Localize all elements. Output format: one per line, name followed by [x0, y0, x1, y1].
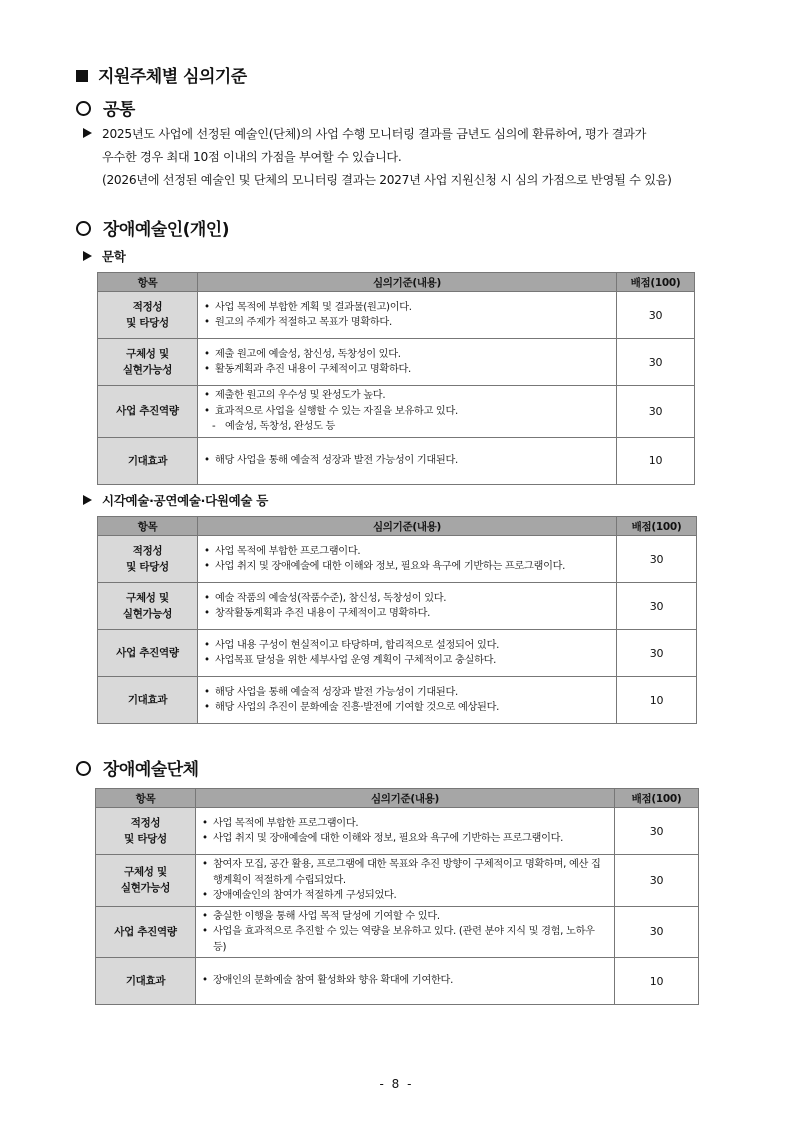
visual-criteria-table — [97, 516, 697, 724]
bullet-mark: • — [204, 317, 210, 328]
bullet-text: 참여자 모집, 공간 활용, 프로그램에 대한 목표와 추진 방향이 구체적이고 명확하며, 예산 집행계획이 적절하게 수립되었다. — [213, 859, 601, 886]
header-score: 배점(100) — [615, 789, 699, 808]
bullet-text: 예술성, 독창성, 완성도 등 — [225, 421, 336, 432]
header-score: 배점(100) — [617, 517, 697, 536]
group-section-title: 장애예술단체 — [76, 755, 199, 780]
criteria-content — [198, 583, 617, 630]
header-criteria: 심의기준(내용) — [196, 789, 615, 808]
criteria-item-label — [98, 583, 198, 630]
bullet-mark: • — [204, 364, 210, 375]
bullet-text: 해당 사업을 통해 예술적 성장과 발전 가능성이 기대된다. — [215, 686, 458, 698]
criteria-content — [198, 536, 617, 583]
bullet-mark: • — [204, 348, 210, 360]
criteria-score: 10 — [615, 958, 699, 1005]
table-row — [98, 583, 697, 630]
bullet-text: 해당 사업을 통해 예술적 성장과 발전 가능성이 기대된다. — [215, 454, 458, 466]
table-row — [98, 630, 697, 677]
individual-section-title: 장애예술인(개인) — [76, 215, 229, 240]
criteria-item-label — [98, 437, 198, 484]
criteria-content — [196, 958, 615, 1005]
table-row — [96, 855, 699, 907]
criteria-score: 30 — [615, 855, 699, 907]
bullet-mark: • — [204, 390, 210, 401]
criteria-content — [198, 292, 617, 339]
bullet-mark: • — [202, 910, 208, 922]
criteria-item-label — [98, 386, 198, 438]
bullet-text: 제출한 원고의 우수성 및 완성도가 높다. — [215, 390, 386, 401]
item-label-line: 및 타당성 — [126, 317, 169, 329]
criteria-bullet — [204, 404, 610, 420]
criteria-content — [198, 386, 617, 438]
bullet-mark: • — [202, 833, 208, 844]
bullet-mark: • — [202, 859, 208, 870]
item-label-line: 사업 추진역량 — [116, 405, 179, 418]
criteria-score: 30 — [617, 583, 697, 630]
bullet-text: 사업 내용 구성이 현실적이고 타당하며, 합리적으로 설정되어 있다. — [215, 639, 500, 651]
criteria-content — [198, 437, 617, 484]
item-label-line: 사업 추진역량 — [114, 925, 177, 938]
criteria-bullet — [204, 700, 610, 716]
table-header-row — [98, 273, 695, 292]
criteria-score: 10 — [617, 437, 695, 484]
bullet-text: 사업목표 달성을 위한 세부사업 운영 계획이 구체적이고 충실하다. — [215, 655, 497, 666]
bullet-text: 사업 취지 및 장애예술에 대한 이해와 정보, 필요와 욕구에 기반하는 프로그램이다. — [215, 561, 566, 572]
criteria-score: 30 — [617, 292, 695, 339]
criteria-item-label — [98, 677, 198, 724]
bullet-text: 사업 목적에 부합한 프로그램이다. — [213, 817, 359, 829]
criteria-content — [198, 339, 617, 386]
item-label-line: 기대효과 — [127, 694, 168, 706]
bullet-text: 제출 원고에 예술성, 참신성, 독창성이 있다. — [215, 348, 401, 360]
criteria-bullet — [204, 544, 610, 560]
bullet-text: 사업을 효과적으로 추진할 수 있는 역량을 보유하고 있다. (관련 분야 지식 및 경험, 노하우 등) — [213, 926, 595, 953]
square-bullet-icon — [76, 70, 88, 82]
criteria-bullet — [202, 909, 608, 925]
criteria-score: 30 — [617, 630, 697, 677]
bullet-mark: - — [212, 421, 216, 432]
criteria-content — [196, 808, 615, 855]
criteria-score: 30 — [617, 339, 695, 386]
item-label-line: 및 타당성 — [126, 561, 169, 573]
bullet-mark: • — [204, 545, 210, 557]
bullet-text: 사업 목적에 부합한 프로그램이다. — [215, 545, 361, 557]
criteria-bullet — [204, 653, 610, 669]
item-label-line: 기대효과 — [125, 975, 166, 987]
bullet-text: 사업 목적에 부합한 계획 및 결과물(원고)이다. — [215, 301, 412, 313]
triangle-bullet-icon — [83, 495, 92, 505]
item-label-line: 적정성 — [132, 545, 163, 557]
main-heading: 지원주체별 심의기준 — [76, 62, 247, 87]
criteria-content — [198, 677, 617, 724]
bullet-mark: • — [204, 608, 210, 619]
item-label-line: 및 타당성 — [124, 833, 167, 845]
literature-criteria-table — [97, 272, 695, 485]
circle-bullet-icon — [76, 761, 91, 776]
bullet-text: 예술 작품의 예술성(작품수준), 참신성, 독창성이 있다. — [215, 592, 447, 604]
bullet-mark: • — [202, 817, 208, 829]
bullet-mark: • — [204, 655, 210, 666]
criteria-bullet — [204, 347, 610, 363]
common-section-title: 공통 — [76, 95, 135, 120]
criteria-bullet — [204, 300, 610, 316]
criteria-score: 30 — [615, 808, 699, 855]
bullet-text: 효과적으로 사업을 실행할 수 있는 자질을 보유하고 있다. — [215, 405, 458, 417]
criteria-content — [198, 630, 617, 677]
item-label-line: 구체성 및 — [126, 348, 169, 360]
bullet-text: 충실한 이행을 통해 사업 목적 달성에 기여할 수 있다. — [213, 910, 440, 922]
common-paragraph: 2025년도 사업에 선정된 예술인(단체)의 사업 수행 모니터링 결과를 금년도 심의에 환류하여, 평가 결과가 우수한 경우 최대 10점 이내의 가점을 부여할 수 있습니다. (2026년에 선정된 예술인 및 단체의 모니터링 결과는 2027년 사업 지원신청 시 심의 가점으로 반영될 수 있음) — [83, 123, 763, 192]
item-label-line: 사업 추진역량 — [116, 647, 179, 659]
criteria-item-label — [96, 855, 196, 907]
header-score: 배점(100) — [617, 273, 695, 292]
bullet-mark: • — [204, 561, 210, 572]
criteria-content — [196, 855, 615, 907]
criteria-bullet — [204, 638, 610, 654]
bullet-mark: • — [204, 686, 210, 698]
circle-bullet-icon — [76, 221, 91, 236]
criteria-bullet — [204, 591, 610, 607]
circle-bullet-icon — [76, 101, 91, 116]
criteria-item-label — [96, 808, 196, 855]
criteria-bullet — [204, 419, 610, 435]
criteria-bullet — [202, 831, 608, 847]
criteria-bullet — [204, 559, 610, 575]
criteria-item-label — [98, 536, 198, 583]
criteria-score: 30 — [617, 386, 695, 438]
table-row — [98, 292, 695, 339]
bullet-mark: • — [204, 702, 210, 713]
visual-subheading: 시각예술·공연예술·다원예술 등 — [83, 491, 268, 509]
bullet-text: 해당 사업의 추진이 문화예술 진흥·발전에 기여할 것으로 예상된다. — [215, 702, 500, 713]
item-label-line: 적정성 — [132, 301, 163, 313]
bullet-text: 장애인의 문화예술 참여 활성화와 향유 확대에 기여한다. — [213, 975, 454, 987]
item-label-line: 구체성 및 — [126, 592, 169, 604]
criteria-bullet — [202, 857, 608, 888]
bullet-mark: • — [202, 975, 208, 987]
criteria-bullet — [204, 685, 610, 701]
table-row — [98, 437, 695, 484]
bullet-text: 창작활동계획과 추진 내용이 구체적이고 명확하다. — [215, 608, 431, 619]
triangle-bullet-icon — [83, 128, 92, 138]
item-label-line: 적정성 — [130, 817, 161, 829]
bullet-mark: • — [204, 405, 210, 417]
item-label-line: 기대효과 — [127, 454, 168, 467]
header-criteria: 심의기준(내용) — [198, 273, 617, 292]
criteria-item-label — [96, 906, 196, 958]
bullet-text: 원고의 주제가 적절하고 목표가 명확하다. — [215, 317, 392, 328]
bullet-text: 장애예술인의 참여가 적절하게 구성되었다. — [213, 890, 397, 901]
page-number: - 8 - — [379, 1077, 414, 1091]
bullet-mark: • — [204, 454, 210, 466]
criteria-bullet — [204, 315, 610, 331]
criteria-score: 10 — [617, 677, 697, 724]
bullet-mark: • — [204, 639, 210, 651]
criteria-item-label — [98, 292, 198, 339]
bullet-text: 활동계획과 추진 내용이 구체적이고 명확하다. — [215, 364, 411, 375]
criteria-content — [196, 906, 615, 958]
bullet-mark: • — [202, 890, 208, 901]
criteria-score: 30 — [615, 906, 699, 958]
group-criteria-table — [95, 788, 699, 1005]
table-row — [98, 536, 697, 583]
criteria-item-label — [98, 630, 198, 677]
header-criteria: 심의기준(내용) — [198, 517, 617, 536]
table-row — [98, 386, 695, 438]
item-label-line: 구체성 및 — [124, 866, 167, 879]
table-header-row — [96, 789, 699, 808]
table-row — [96, 906, 699, 958]
criteria-bullet — [202, 888, 608, 904]
header-item: 항목 — [96, 789, 196, 808]
triangle-bullet-icon — [83, 251, 92, 261]
criteria-item-label — [98, 339, 198, 386]
table-row — [98, 339, 695, 386]
criteria-bullet — [202, 816, 608, 832]
table-row — [96, 808, 699, 855]
item-label-line: 실현가능성 — [122, 608, 173, 620]
criteria-bullet — [204, 606, 610, 622]
item-label-line: 실현가능성 — [120, 882, 171, 895]
bullet-mark: • — [202, 926, 208, 937]
criteria-bullet — [204, 453, 610, 469]
criteria-item-label — [96, 958, 196, 1005]
literature-subheading: 문학 — [83, 247, 126, 265]
table-row — [96, 958, 699, 1005]
criteria-bullet — [204, 362, 610, 378]
header-item: 항목 — [98, 273, 198, 292]
bullet-text: 사업 취지 및 장애예술에 대한 이해와 정보, 필요와 욕구에 기반하는 프로그램이다. — [213, 833, 564, 844]
item-label-line: 실현가능성 — [122, 364, 173, 376]
bullet-mark: • — [204, 592, 210, 604]
criteria-bullet — [204, 388, 610, 404]
table-row — [98, 677, 697, 724]
table-header-row — [98, 517, 697, 536]
criteria-bullet — [202, 924, 608, 955]
bullet-mark: • — [204, 301, 210, 313]
header-item: 항목 — [98, 517, 198, 536]
criteria-bullet — [202, 973, 608, 989]
criteria-score: 30 — [617, 536, 697, 583]
